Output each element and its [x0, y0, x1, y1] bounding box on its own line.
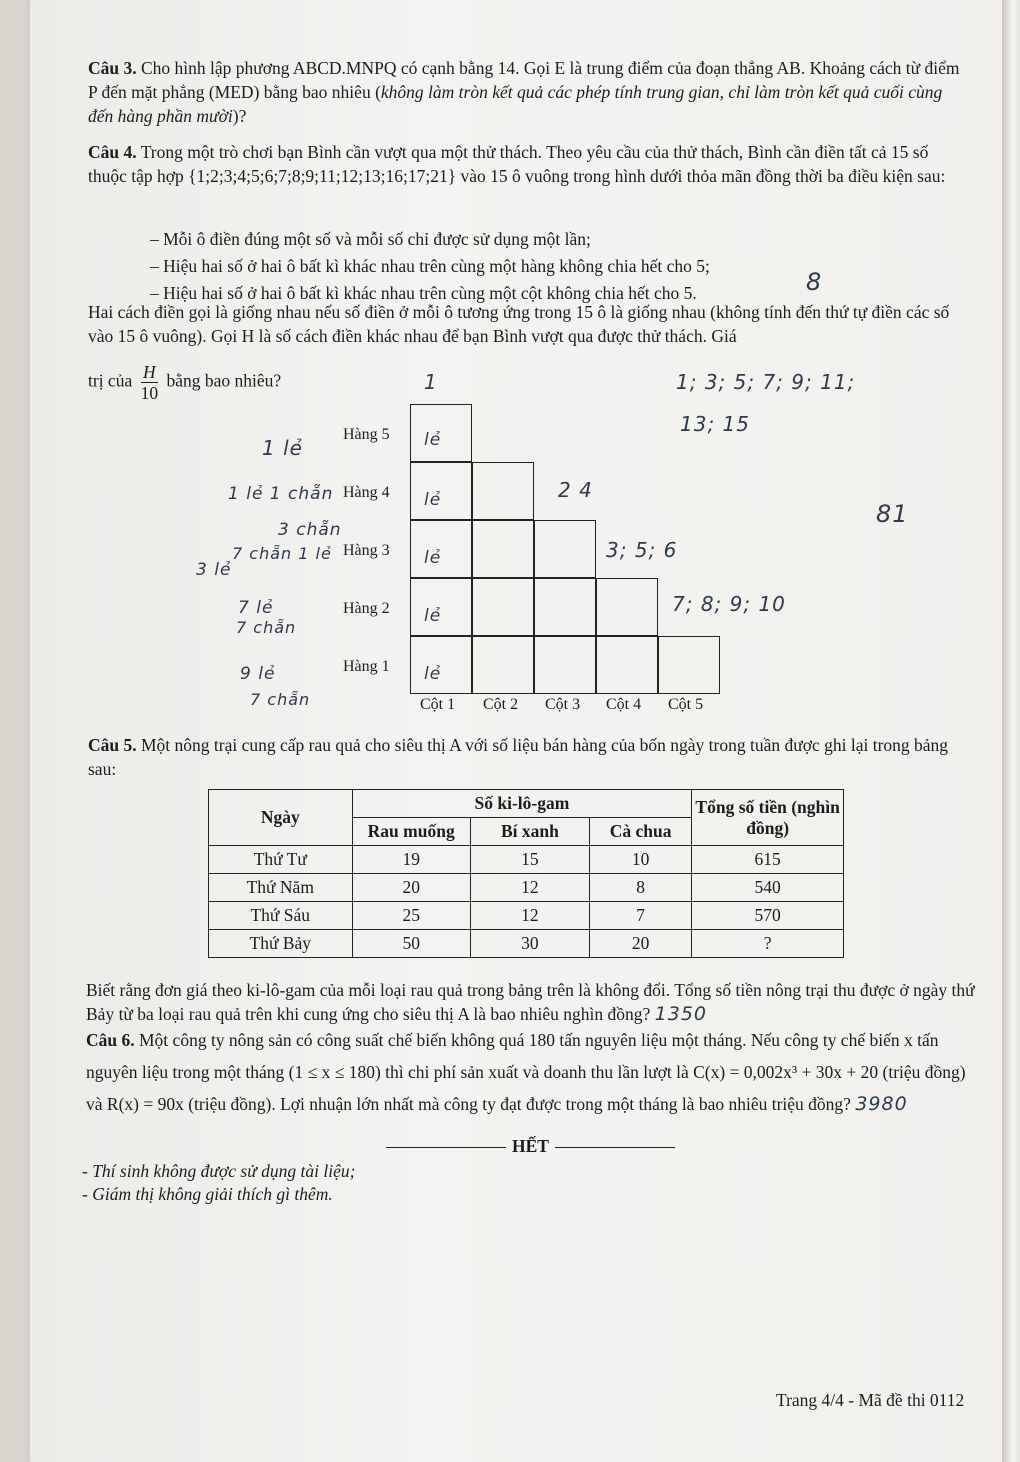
handwritten-note: 7 chẵn — [236, 618, 297, 637]
q6-text: Một công ty nông sản có công suất chế biến không quá 180 tấn nguyên liệu một tháng. Nếu công ty chế biến x tấn nguyên liệu trong một tháng (1 ≤ x ≤ 180) thì chi phí sản xuất và doanh thu lần lượt là C(x) = 0,002x³ + 30x + 20 (triệu đồng) và R(x) = 90x (triệu đồng). Lợi nhuận lớn nhất mà công ty đạt được trong một tháng là bao nhiêu triệu đồng? — [86, 1030, 966, 1114]
q4-conditions — [150, 226, 910, 307]
cell-value: 7 — [589, 902, 691, 930]
frac-den: 10 — [140, 383, 159, 403]
question-4 — [88, 140, 968, 188]
handwritten-answer: 8 — [806, 268, 823, 296]
handwritten-note: 1 lẻ — [262, 436, 303, 460]
cell-value: 10 — [589, 846, 691, 874]
cell-value: 8 — [589, 874, 691, 902]
grid-cell — [534, 636, 596, 694]
col-label: Cột 4 — [606, 696, 642, 713]
cell-value: 50 — [352, 930, 470, 958]
grid-cell — [658, 636, 720, 694]
frac-post: bằng bao nhiêu? — [166, 370, 282, 391]
q4-fraction-line — [88, 362, 588, 403]
row-label: Hàng 4 — [343, 484, 390, 501]
q4-condition: – Hiệu hai số ở hai ô bất kì khác nhau trên cùng một cột không chia hết cho 5. — [150, 283, 697, 303]
col-label: Cột 2 — [483, 696, 519, 713]
q3-end: )? — [232, 106, 247, 126]
q5-question: Biết rằng đơn giá theo ki-lô-gam của mỗi loại rau quả trong bảng trên là không đổi. Tổng số tiền nông trại thu được ở ngày thứ Bảy từ ba loại rau quả trên khi cung ứng cho siêu thị A là bao nhiêu nghìn đồng? — [86, 980, 975, 1024]
table-row — [209, 930, 844, 958]
handwritten-note: 7 chẵn — [250, 690, 311, 709]
handwritten-cell: lẻ — [424, 664, 442, 684]
cell-value: 12 — [470, 874, 589, 902]
q4-condition: – Hiệu hai số ở hai ô bất kì khác nhau trên cùng một hàng không chia hết cho 5; — [150, 256, 710, 276]
q4-label: Câu 4. — [88, 142, 137, 162]
exam-page — [30, 0, 1005, 1462]
q5-text: Một nông trại cung cấp rau quả cho siêu thị A với số liệu bán hàng của bốn ngày trong tuần được ghi lại trong bảng sau: — [88, 735, 949, 779]
row-label: Hàng 5 — [343, 426, 390, 443]
frac-pre: trị của — [88, 370, 133, 391]
handwritten-note: 2 4 — [558, 478, 593, 502]
grid-cell — [472, 636, 534, 694]
grid-cell — [596, 578, 658, 636]
handwritten-note: 7 chẵn 1 lẻ — [232, 544, 332, 563]
fraction — [141, 362, 159, 403]
end-mark: HẾT — [380, 1136, 681, 1157]
col-header-kg: Số ki-lô-gam — [352, 790, 692, 818]
q6-label: Câu 6. — [86, 1030, 135, 1050]
q5-text2 — [86, 978, 976, 1026]
handwritten-answer: 3980 — [855, 1093, 908, 1115]
cell-value: 20 — [589, 930, 691, 958]
handwritten-cell: lẻ — [424, 430, 442, 450]
grid-cell — [472, 462, 534, 520]
cell-total: 615 — [692, 846, 844, 874]
col-header-item: Bí xanh — [470, 818, 589, 846]
grid-cell — [534, 578, 596, 636]
handwritten-cell: lẻ — [424, 490, 442, 510]
col-header-item: Rau muống — [352, 818, 470, 846]
col-header-day: Ngày — [209, 790, 353, 846]
table-header-row — [209, 790, 844, 818]
table-row — [209, 846, 844, 874]
row-label: Hàng 3 — [343, 542, 390, 559]
note-line: - Thí sinh không được sử dụng tài liệu; — [82, 1161, 356, 1181]
handwritten-note: 1 lẻ 1 chẵn — [228, 484, 334, 504]
cell-total: ? — [692, 930, 844, 958]
col-header-total: Tổng số tiền (nghìn đồng) — [692, 790, 844, 846]
handwritten-note: 81 — [876, 500, 909, 528]
q4-condition: – Mỗi ô điền đúng một số và mỗi số chỉ được sử dụng một lần; — [150, 229, 591, 249]
handwritten-note: 9 lẻ — [240, 664, 276, 684]
frac-num: H — [141, 362, 159, 383]
handwritten-note: 3 chẵn — [278, 520, 342, 540]
cell-value: 20 — [352, 874, 470, 902]
grid-cell — [472, 520, 534, 578]
cell-day: Thứ Năm — [209, 874, 353, 902]
question-6 — [86, 1024, 976, 1120]
handwritten-note: 1; 3; 5; 7; 9; 11; — [676, 370, 856, 394]
table-row — [209, 902, 844, 930]
cell-value: 12 — [470, 902, 589, 930]
cell-value: 15 — [470, 846, 589, 874]
col-header-item: Cà chua — [589, 818, 691, 846]
handwritten-cell: lẻ — [424, 606, 442, 626]
q3-text: Cho hình lập phương ABCD.MNPQ có cạnh bằng 14. Gọi E là trung điểm của đoạn thẳng AB. Khoảng cách từ điểm P đến mặt phẳng (MED) bằng bao nhiêu ( — [88, 58, 960, 102]
grid-cell — [472, 578, 534, 636]
exam-notes — [82, 1160, 682, 1206]
question-3 — [88, 56, 968, 128]
cell-day: Thứ Sáu — [209, 902, 353, 930]
handwritten-note: 7; 8; 9; 10 — [672, 592, 786, 616]
note-line: - Giám thị không giải thích gì thêm. — [82, 1184, 333, 1204]
row-label: Hàng 1 — [343, 658, 390, 675]
q4-text: Trong một trò chơi bạn Bình cần vượt qua một thử thách. Theo yêu cầu của thử thách, Bình cần điền tất cả 15 số thuộc tập hợp {1;2;3;4;5;6;7;8;9;11;12;13;16;17;21} vào 15 ô vuông trong hình dưới thỏa mãn đồng thời ba điều kiện sau: — [88, 142, 946, 186]
q3-label: Câu 3. — [88, 58, 137, 78]
q3-italic: không làm tròn kết quả các phép tính trung gian, chỉ làm tròn kết quả cuối cùng đến hàng phần mười — [88, 82, 943, 126]
table-row — [209, 874, 844, 902]
cell-value: 30 — [470, 930, 589, 958]
cell-day: Thứ Bảy — [209, 930, 353, 958]
col-label: Cột 1 — [420, 696, 456, 713]
cell-total: 570 — [692, 902, 844, 930]
handwritten-note: 13; 15 — [680, 412, 750, 436]
q5-label: Câu 5. — [88, 735, 137, 755]
question-5 — [88, 733, 968, 781]
handwritten-note: 3; 5; 6 — [606, 538, 678, 562]
q4-text2: Hai cách điền gọi là giống nhau nếu số điền ở mỗi ô tương ứng trong 15 ô là giống nhau (không tính đến thứ tự điền các số vào 15 ô vuông). Gọi H là số cách điền khác nhau để bạn Bình vượt qua được thử thách. Giá — [88, 302, 950, 346]
col-label: Cột 3 — [545, 696, 581, 713]
handwritten-answer: 1350 — [654, 1003, 708, 1025]
handwritten-note: 7 lẻ — [238, 598, 274, 618]
page-footer: Trang 4/4 - Mã đề thi 0112 — [776, 1390, 965, 1410]
cell-value: 19 — [352, 846, 470, 874]
page-edge — [1002, 0, 1020, 1462]
cell-total: 540 — [692, 874, 844, 902]
handwritten-cell: lẻ — [424, 548, 442, 568]
cell-day: Thứ Tư — [209, 846, 353, 874]
handwritten-note: 3 lẻ — [196, 560, 232, 580]
row-label: Hàng 2 — [343, 600, 390, 617]
grid-cell — [534, 520, 596, 578]
cell-value: 25 — [352, 902, 470, 930]
grid-cell — [596, 636, 658, 694]
handwritten-note: 1 — [424, 370, 438, 394]
col-label: Cột 5 — [668, 696, 704, 713]
sales-table — [208, 789, 844, 958]
